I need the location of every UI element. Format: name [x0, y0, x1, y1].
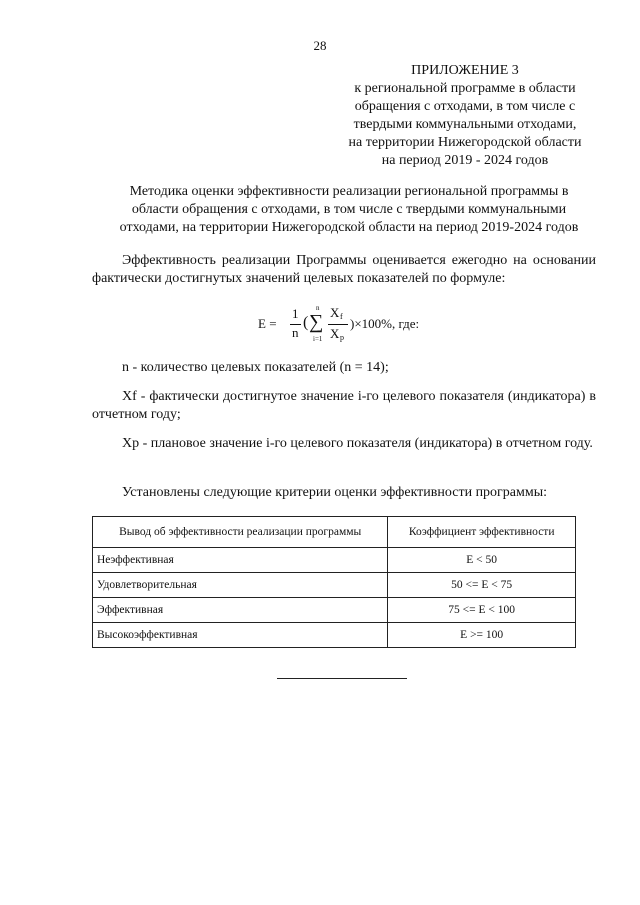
definition-n: n - количество целевых показателей (n = 14);: [122, 360, 389, 375]
method-title-line: отходами, на территории Нижегородской области на период 2019-2024 годов: [119, 220, 579, 235]
table-row: [93, 598, 576, 623]
formula-open-paren: (: [303, 314, 309, 331]
intro-paragraph: Эффективность реализации Программы оценивается ежегодно на основании фактически достигнутых значений целевых показателей по формуле:: [92, 253, 596, 286]
sum-icon: ∑: [309, 311, 324, 333]
table-cell-coefficient: E < 50: [388, 548, 576, 573]
table-header-coefficient: Коэффициент эффективности: [388, 517, 576, 548]
formula-one: 1: [292, 306, 299, 321]
table-cell-conclusion: Удовлетворительная: [93, 573, 388, 598]
appendix-line: на территории Нижегородской области: [348, 135, 582, 150]
table-cell-conclusion: Высокоэффективная: [93, 623, 388, 648]
table-cell-coefficient: 50 <= E < 75: [388, 573, 576, 598]
appendix-title: ПРИЛОЖЕНИЕ 3: [411, 63, 519, 78]
formula-n: n: [292, 325, 299, 340]
formula-lhs: E =: [258, 316, 277, 331]
page-number: 28: [313, 38, 327, 53]
table-row: [93, 623, 576, 648]
criteria-intro: Установлены следующие критерии оценки эффективности программы:: [122, 485, 548, 500]
definition-xp: Xp - плановое значение i-го целевого показателя (индикатора) в отчетном году.: [122, 436, 593, 451]
method-title-line: Методика оценки эффективности реализации региональной программы в: [129, 184, 569, 199]
table-header-row: [93, 517, 576, 548]
table-cell-conclusion: Неэффективная: [93, 548, 388, 573]
formula-sum-bottom: i=1: [313, 335, 323, 343]
formula-xp: X: [330, 326, 340, 341]
formula-sum-top: n: [316, 304, 320, 312]
efficiency-formula: [258, 305, 438, 347]
table-row: [93, 573, 576, 598]
appendix-line: к региональной программе в области: [354, 81, 576, 96]
definition-xf: Xf - фактически достигнутое значение i-го целевого показателя (индикатора) в отчетном году;: [92, 389, 596, 422]
table-header-conclusion: Вывод об эффективности реализации программы: [93, 517, 388, 548]
formula-tail: )×100%, где:: [350, 316, 420, 331]
method-title: [96, 183, 602, 237]
table-row: [93, 548, 576, 573]
method-title-line: области обращения с отходами, в том числе с твердыми коммунальными: [131, 202, 567, 217]
appendix-header: [330, 62, 600, 170]
formula-xf-sub: f: [340, 312, 343, 321]
formula-xp-sub: p: [340, 333, 344, 342]
criteria-table: [92, 516, 576, 648]
table-cell-conclusion: Эффективная: [93, 598, 388, 623]
formula-xf: X: [330, 305, 340, 320]
table-cell-coefficient: E >= 100: [388, 623, 576, 648]
appendix-line: на период 2019 - 2024 годов: [381, 153, 549, 168]
end-divider: [277, 678, 407, 679]
table-cell-coefficient: 75 <= E < 100: [388, 598, 576, 623]
formula-ratio-line: [328, 324, 348, 325]
appendix-line: обращения с отходами, в том числе с: [354, 99, 576, 114]
appendix-line: твердыми коммунальными отходами,: [353, 117, 577, 132]
